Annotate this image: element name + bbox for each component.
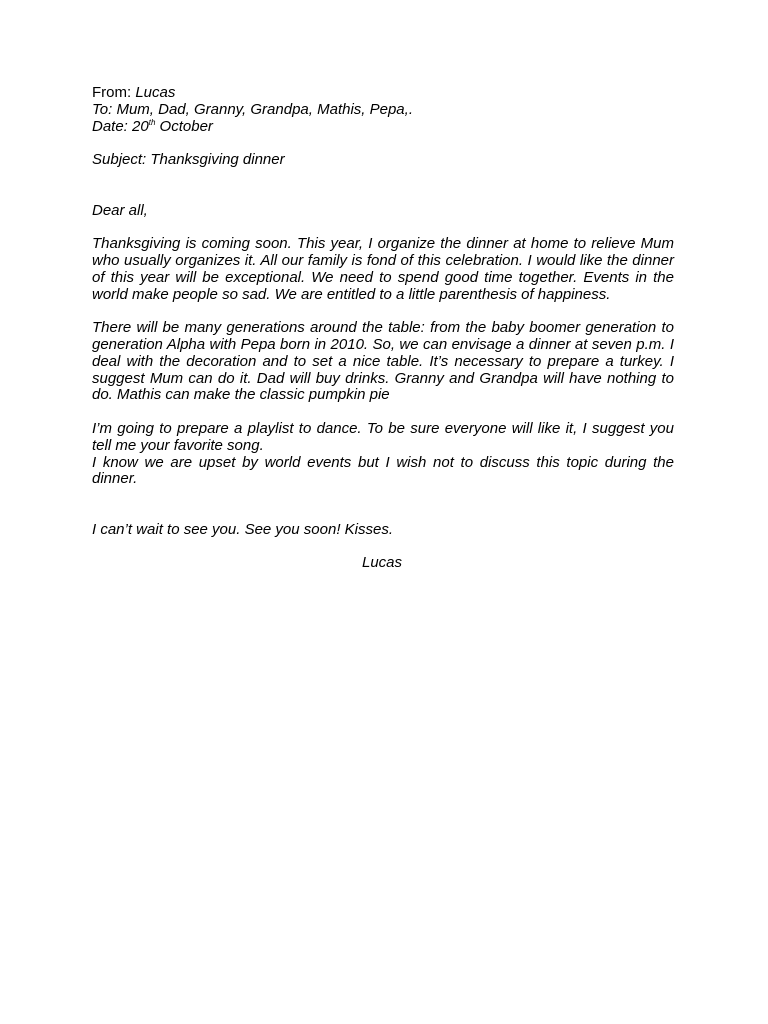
closing-line: I can’t wait to see you. See you soon! Kisses. bbox=[92, 520, 393, 538]
from-label: From: bbox=[92, 84, 132, 101]
spacer bbox=[92, 539, 674, 556]
subject-line: Subject: Thanksgiving dinner bbox=[92, 151, 285, 169]
letter-page bbox=[92, 85, 674, 572]
paragraph-1: Thanksgiving is coming soon. This year, I organize the dinner at home to relieve Mum who usually organizes it. All our family is fond of this celebration. I would like the dinner of this year will be exceptional. We need to spend good time together. Events in the world make people so sad. We are entitled to a little parenthesis of happiness. bbox=[92, 235, 674, 303]
date-ordinal-suffix: th bbox=[148, 117, 156, 127]
date-line bbox=[92, 119, 674, 136]
greeting: Dear all, bbox=[92, 201, 148, 219]
spacer bbox=[92, 488, 674, 522]
date-month: October bbox=[155, 117, 213, 135]
paragraph-2: There will be many generations around the table: from the baby boomer generation to generation Alpha with Pepa born in 2010. So, we can envisage a dinner at seven p.m. I deal with the decoration and to set a nice table. It’s necessary to prepare a turkey. I suggest Mum can do it. Dad will buy drinks. Granny and Grandpa will have nothing to do. Mathis can make the classic pumpkin pie bbox=[92, 319, 674, 404]
spacer bbox=[92, 135, 674, 152]
spacer bbox=[92, 169, 674, 203]
date-prefix: Date: 20 bbox=[92, 117, 149, 135]
signature: Lucas bbox=[362, 554, 403, 572]
spacer bbox=[92, 303, 674, 320]
from-line bbox=[92, 85, 674, 102]
to-line: To: Mum, Dad, Granny, Grandpa, Mathis, Pepa,. bbox=[92, 100, 413, 118]
paragraph-3a: I’m going to prepare a playlist to dance. To be sure everyone will like it, I suggest you tell me your favorite song. bbox=[92, 419, 674, 454]
paragraph-3b: I know we are upset by world events but I wish not to discuss this topic during the dinner. bbox=[92, 453, 674, 488]
spacer bbox=[92, 404, 674, 421]
from-name: Lucas bbox=[135, 84, 176, 101]
spacer bbox=[92, 219, 674, 236]
